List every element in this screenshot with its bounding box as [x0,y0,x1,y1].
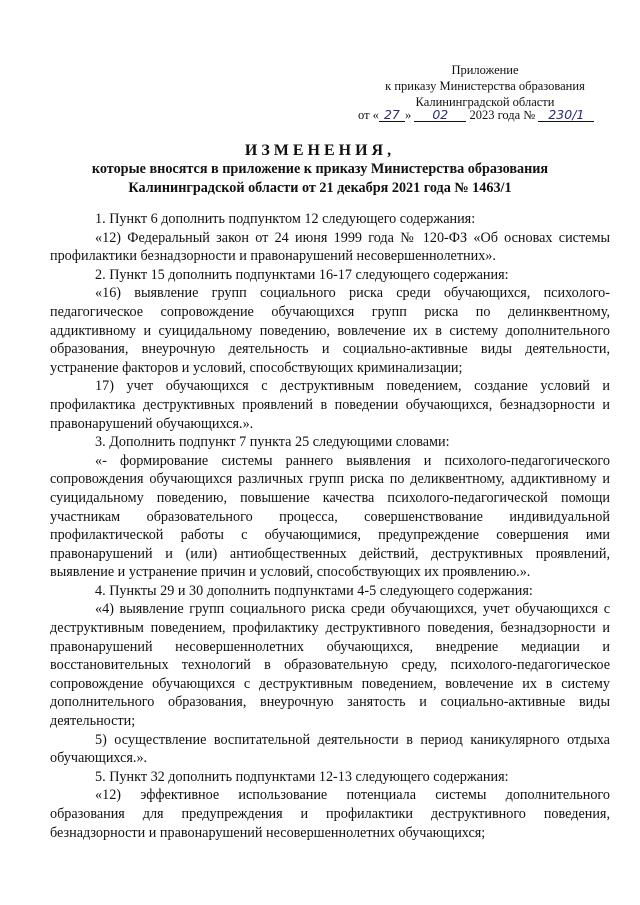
appendix-header [370,62,600,110]
paragraph: 1. Пункт 6 дополнить подпунктом 12 следующего содержания: [95,211,476,227]
paragraph: 3. Дополнить подпункт 7 пункта 25 следующими словами: [95,434,450,451]
date-prefix: от « [358,108,379,122]
paragraph: 17) учет обучающихся с деструктивным поведением, создание условий и профилактика деструктивных проявлений в поведении обучающихся, безнадзорности и правонарушений обучающихся.». [50,378,610,432]
appendix-date-line [358,108,594,123]
document-body [50,210,610,842]
paragraph: 2. Пункт 15 дополнить подпунктами 16-17 следующего содержания: [95,266,509,283]
document-title: ИЗМЕНЕНИЯ, [244,142,396,159]
handwritten-order-number: 230/1 [538,108,594,122]
appendix-region: Калининградской области [415,95,555,109]
paragraph: «12) Федеральный закон от 24 июня 1999 года № 120-ФЗ «Об основах системы профилактики безнадзорности и правонарушений несовершеннолетних». [50,229,610,265]
paragraph: «- формирование системы раннего выявления и психолого-педагогического сопровождения обучающихся различных групп риска по деликвентному, аддиктивному и суицидальному поведению, повышение качества психолого-педагогической помощи участникам образовательного процесса, совершенствование индивидуальной профилактической работы с обучающимися, предупреждение совершения ими правонарушений и (или) антиобщественных действий, деструктивных проявлений, выявление и устранение причин и условий, способствующих их проявлению.». [50,452,610,581]
paragraph: 4. Пункты 29 и 30 дополнить подпунктами 4-5 следующего содержания: [95,582,533,599]
paragraph: «4) выявление групп социального риска среди обучающихся, учет обучающихся с деструктивным поведением, профилактику деструктивного поведения, безнадзорности и правонарушений несовершеннолетних обучающихся, внедрение медиации и восстановительных технологий в образовательную среду, психолого-педагогическое сопровождение обучающихся с деструктивным поведением, вовлечение их в систему дополнительного образования, внеурочную занятость и социально-активные виды деятельности; [50,601,610,730]
date-mid: » [404,108,412,122]
paragraph: «16) выявление групп социального риска среди обучающихся, психолого-педагогическое сопровождение обучающихся групп риска по делинквентному, аддиктивному и суицидальному поведению, вовлечение их в систему дополнительного образования, внеурочную деятельность и социально-активные виды деятельности, устранение факторов и условий, способствующих криминализации; [50,285,610,376]
handwritten-day: 27 [379,108,405,122]
paragraph: «12) эффективное использование потенциала системы дополнительного образования для предупреждения и профилактики деструктивного поведения, безнадзорности и правонарушений несовершеннолетних обучающихся; [50,787,610,841]
document-subtitle: которые вносятся в приложение к приказу Министерства образования Калининградской области от 21 декабря 2021 года № 1463/1 [91,161,549,196]
date-year: 2023 года № [469,108,536,122]
paragraph: 5) осуществление воспитательной деятельности в период каникулярного отдыха обучающихся.». [50,731,610,767]
paragraph: 5. Пункт 32 дополнить подпунктами 12-13 следующего содержания: [95,768,509,785]
appendix-label: Приложение [451,63,519,77]
handwritten-month: 02 [414,108,466,122]
appendix-order-ref: к приказу Министерства образования [385,79,585,93]
